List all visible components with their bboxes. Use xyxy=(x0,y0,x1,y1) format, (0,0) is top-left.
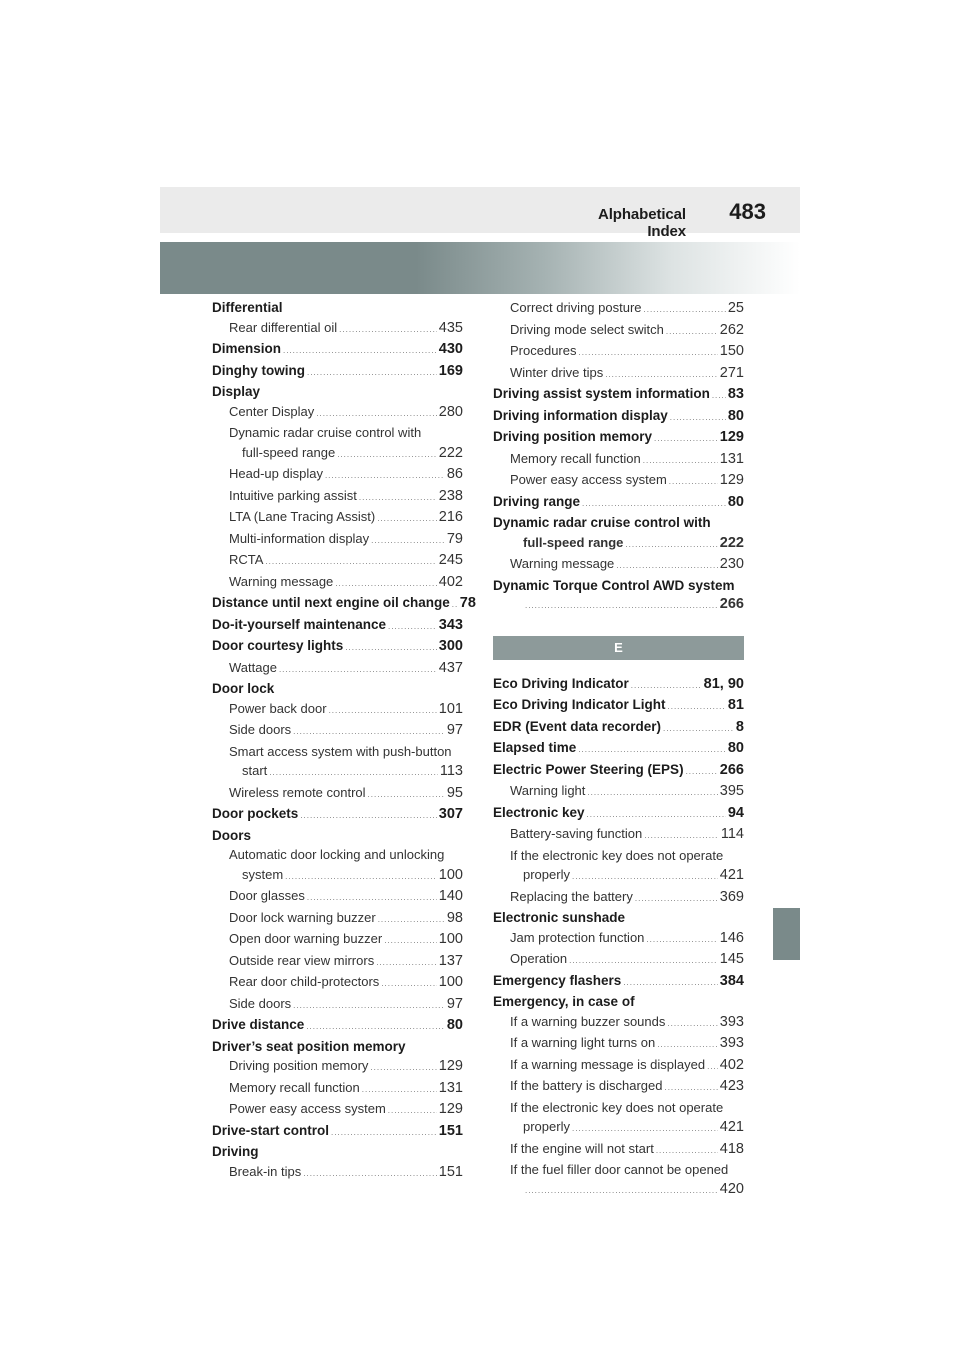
index-subentry xyxy=(493,1139,744,1161)
dot-leader xyxy=(381,974,437,994)
entry-text: Warning light xyxy=(510,783,586,798)
page-ref: 80 xyxy=(727,493,744,510)
index-subentry xyxy=(493,470,744,492)
entry-text: RCTA xyxy=(229,552,264,567)
entry-text: If a warning buzzer sounds xyxy=(510,1013,666,1029)
dot-leader xyxy=(668,697,726,717)
page-ref: 145 xyxy=(719,951,744,967)
dot-leader xyxy=(654,429,718,449)
index-subentry xyxy=(493,1012,744,1034)
page-ref: 271 xyxy=(719,364,744,381)
dot-leader xyxy=(525,596,718,616)
index-subentry xyxy=(212,1162,463,1184)
entry-text: If a warning message is displayed xyxy=(510,1056,706,1072)
entry-text: Wattage xyxy=(229,659,277,675)
index-entry xyxy=(493,595,744,616)
index-subentry xyxy=(212,464,463,486)
page-ref: 101 xyxy=(438,700,463,717)
index-heading: Differential xyxy=(212,300,283,315)
chapter-tab xyxy=(773,908,800,960)
entry-text: Rear differential oil xyxy=(229,319,338,335)
dot-leader xyxy=(359,488,437,508)
index-subentry xyxy=(212,783,463,805)
entry-text: Memory recall function xyxy=(510,450,641,466)
page-ref: 129 xyxy=(438,1101,463,1117)
index-subentry xyxy=(212,699,463,721)
entry-text: Multi-information display xyxy=(229,530,370,546)
dot-leader xyxy=(371,531,445,551)
page-number: 483 xyxy=(729,199,766,224)
index-subentry xyxy=(493,449,744,471)
dot-leader xyxy=(339,320,437,340)
page-ref: 395 xyxy=(719,783,744,799)
dot-leader xyxy=(265,552,436,572)
index-subentry xyxy=(493,1117,744,1139)
dot-leader xyxy=(669,472,718,492)
index-entry xyxy=(212,615,463,637)
index-entry xyxy=(493,533,744,555)
index-entry xyxy=(493,695,744,717)
index-subentry xyxy=(493,363,744,385)
entry-text: Replacing the battery xyxy=(510,888,633,904)
index-subentry xyxy=(493,1055,744,1077)
index-entry xyxy=(212,593,476,615)
page-ref: 97 xyxy=(446,995,463,1012)
index-column-right xyxy=(493,298,744,1200)
index-entry xyxy=(212,339,463,361)
dot-leader xyxy=(335,574,437,594)
entry-text: Driving position memory xyxy=(493,429,653,444)
index-subentry xyxy=(493,298,744,320)
page-ref: 80 xyxy=(727,407,744,424)
entry-text: Correct driving posture xyxy=(510,300,642,315)
index-subentry-text: Automatic door locking and unlocking xyxy=(229,847,445,862)
entry-text: Intuitive parking assist xyxy=(229,487,357,503)
page-ref: 146 xyxy=(719,929,744,946)
entry-text: Jam protection function xyxy=(510,929,645,945)
dot-leader xyxy=(279,660,437,680)
page-ref: 98 xyxy=(446,909,463,926)
index-subentry xyxy=(212,507,463,529)
index-subentry xyxy=(212,886,463,908)
page-ref: 222 xyxy=(438,444,463,461)
dot-leader xyxy=(325,466,445,486)
entry-text: Driving range xyxy=(493,493,581,509)
entry-text: Rear door child-protectors xyxy=(229,974,380,989)
index-entry xyxy=(493,971,744,993)
index-subentry xyxy=(212,865,463,887)
entry-text: full-speed range xyxy=(242,444,336,460)
index-entry xyxy=(212,361,463,383)
entry-text: Power easy access system xyxy=(510,472,667,487)
page-ref: 25 xyxy=(727,300,744,316)
dot-leader xyxy=(337,445,437,465)
dot-leader xyxy=(666,322,718,342)
page-ref: 435 xyxy=(438,319,463,336)
index-subentry-text: If the electronic key does not operate xyxy=(510,847,724,863)
index-subentry xyxy=(212,402,463,424)
index-subentry xyxy=(212,572,463,594)
page-ref: 95 xyxy=(446,784,463,801)
dot-leader xyxy=(623,973,717,993)
dot-leader xyxy=(578,343,717,363)
entry-text: Memory recall function xyxy=(229,1079,360,1095)
dot-leader xyxy=(384,931,437,951)
entry-text: system xyxy=(242,866,284,882)
index-subentry-text: If the fuel filler door cannot be opened xyxy=(510,1162,729,1177)
dot-leader xyxy=(388,617,437,637)
index-heading: Display xyxy=(212,384,261,399)
index-subentry xyxy=(493,781,744,803)
entry-text: If the battery is discharged xyxy=(510,1078,663,1093)
entry-text: Drive-start control xyxy=(212,1122,330,1138)
page-ref: 113 xyxy=(439,763,463,779)
index-subentry-text: If the electronic key does not operate xyxy=(510,1099,724,1115)
index-subentry xyxy=(493,1076,744,1098)
entry-text: Power back door xyxy=(229,700,327,716)
dot-leader xyxy=(377,509,437,529)
entry-text: Operation xyxy=(510,951,568,966)
entry-text: Do-it-yourself maintenance xyxy=(212,616,387,632)
entry-text: Electric Power Steering (EPS) xyxy=(493,761,684,777)
dot-leader xyxy=(572,867,718,887)
page-ref: 418 xyxy=(719,1140,744,1157)
index-heading: Doors xyxy=(212,827,252,843)
index-entry xyxy=(493,406,744,428)
entry-text: Wireless remote control xyxy=(229,784,366,800)
dot-leader xyxy=(345,638,437,658)
dot-leader xyxy=(616,556,718,576)
index-subentry xyxy=(493,1033,744,1055)
index-subentry xyxy=(493,320,744,342)
index-heading: Electronic sunshade xyxy=(493,910,626,925)
page-ref: 80 xyxy=(727,740,744,756)
dot-leader xyxy=(587,783,717,803)
page-ref: 300 xyxy=(438,638,463,654)
entry-text: Dinghy towing xyxy=(212,362,305,378)
dot-leader xyxy=(663,719,734,739)
index-subentry xyxy=(212,972,463,994)
dot-leader xyxy=(578,740,726,760)
page-ref: 151 xyxy=(438,1163,463,1180)
index-entry xyxy=(493,427,744,449)
dot-leader xyxy=(378,910,445,930)
section-title: Alphabetical Index xyxy=(598,206,686,240)
page-ref: 100 xyxy=(438,931,463,947)
entry-text: Driving assist system information xyxy=(493,386,710,401)
index-heading: Door lock xyxy=(212,681,275,696)
page-ref: 114 xyxy=(720,826,744,842)
dot-leader xyxy=(293,722,445,742)
index-subentry xyxy=(212,529,463,551)
page-ref: 137 xyxy=(438,952,463,969)
page-ref: 245 xyxy=(438,552,463,568)
index-heading: Dynamic Torque Control AWD system xyxy=(493,577,735,593)
dot-leader xyxy=(269,763,438,783)
index-subentry xyxy=(212,550,463,572)
entry-text: Outside rear view mirrors xyxy=(229,952,375,968)
entry-text: Electronic key xyxy=(493,804,585,820)
page-ref: 437 xyxy=(438,659,463,676)
page-ref: 131 xyxy=(438,1079,463,1096)
page-ref: 266 xyxy=(719,596,744,612)
index-subentry xyxy=(493,824,744,846)
page-ref: 83 xyxy=(727,386,744,402)
entry-text: Drive distance xyxy=(212,1017,305,1032)
entry-text: Procedures xyxy=(510,343,577,358)
page-ref: 402 xyxy=(719,1056,744,1073)
dot-leader xyxy=(686,762,718,782)
page-ref: 393 xyxy=(719,1013,744,1030)
entry-text: Open door warning buzzer xyxy=(229,931,383,946)
page-ref: 307 xyxy=(438,806,463,822)
entry-text: Elapsed time xyxy=(493,740,577,755)
index-subentry xyxy=(493,928,744,950)
index-entry xyxy=(212,1015,463,1037)
dot-leader xyxy=(664,1078,717,1098)
index-entry xyxy=(493,674,744,696)
dot-leader xyxy=(362,1080,437,1100)
index-subentry xyxy=(212,1099,463,1121)
page-ref: 343 xyxy=(438,616,463,633)
page-ref: 216 xyxy=(438,509,463,525)
index-subentry xyxy=(212,1078,463,1100)
entry-text: Driving information display xyxy=(493,407,668,423)
dot-leader xyxy=(707,1057,718,1077)
dot-leader xyxy=(368,785,445,805)
dot-leader xyxy=(307,363,437,383)
page-ref: 81 xyxy=(727,697,744,713)
entry-text: LTA (Lane Tracing Assist) xyxy=(229,509,376,524)
page-ref: 262 xyxy=(719,321,744,338)
dot-leader xyxy=(525,1181,718,1201)
dot-leader xyxy=(635,889,718,909)
index-entry xyxy=(212,1121,463,1143)
index-entry xyxy=(493,760,744,782)
index-subentry xyxy=(493,949,744,971)
entry-text: Warning message xyxy=(510,556,615,571)
page-ref: 79 xyxy=(446,530,463,547)
index-heading: Emergency, in case of xyxy=(493,994,635,1009)
dot-leader xyxy=(572,1119,718,1139)
dot-leader xyxy=(605,365,718,385)
entry-text: Door courtesy lights xyxy=(212,638,344,653)
entry-text: Center Display xyxy=(229,403,315,419)
dot-leader xyxy=(587,805,726,825)
page-ref: 86 xyxy=(446,466,463,482)
index-subentry xyxy=(212,720,463,742)
page-ref: 402 xyxy=(438,573,463,590)
dot-leader xyxy=(452,595,458,615)
index-entry xyxy=(212,636,463,658)
index-subentry xyxy=(212,929,463,951)
index-subentry xyxy=(493,887,744,909)
entry-text: Distance until next engine oil change xyxy=(212,595,450,610)
page-ref: 129 xyxy=(719,429,744,445)
entry-text: If the engine will not start xyxy=(510,1140,654,1156)
section-letter-bar: E xyxy=(493,636,744,660)
entry-text: properly xyxy=(523,867,570,882)
page-ref: 230 xyxy=(719,556,744,572)
page-ref: 150 xyxy=(719,343,744,359)
page-ref: 100 xyxy=(438,974,463,990)
dot-leader xyxy=(376,953,437,973)
page-ref: 423 xyxy=(719,1078,744,1094)
index-subentry xyxy=(493,341,744,363)
page-ref: 131 xyxy=(719,450,744,467)
entry-text: Driving mode select switch xyxy=(510,321,664,337)
index-subentry xyxy=(212,443,463,465)
dot-leader xyxy=(285,867,437,887)
dot-leader xyxy=(569,951,718,971)
dot-leader xyxy=(667,1014,717,1034)
dot-leader xyxy=(331,1123,437,1143)
page-ref: 420 xyxy=(719,1180,744,1197)
page-ref: 80 xyxy=(446,1017,463,1033)
page-ref: 8 xyxy=(735,718,744,735)
entry-text: Winter drive tips xyxy=(510,364,604,380)
index-entry xyxy=(493,738,744,760)
index-subentry xyxy=(212,486,463,508)
dot-leader xyxy=(582,494,726,514)
page-ref: 280 xyxy=(438,403,463,420)
dot-leader xyxy=(643,451,718,471)
page-ref: 421 xyxy=(719,1119,744,1135)
dot-leader xyxy=(303,1164,437,1184)
page-ref: 94 xyxy=(727,804,744,821)
header-banner xyxy=(160,242,800,294)
index-subentry xyxy=(212,318,463,340)
page-ref: 140 xyxy=(438,888,463,904)
dot-leader xyxy=(293,996,445,1016)
index-subentry xyxy=(212,908,463,930)
dot-leader xyxy=(306,1017,445,1037)
page-ref: 129 xyxy=(438,1058,463,1074)
index-entry xyxy=(493,384,744,406)
page-ref: 78 xyxy=(459,595,476,611)
dot-leader xyxy=(656,1141,718,1161)
entry-text: Door lock warning buzzer xyxy=(229,909,376,925)
dot-leader xyxy=(300,806,437,826)
entry-text: Eco Driving Indicator Light xyxy=(493,697,666,712)
dot-leader xyxy=(712,386,726,406)
dot-leader xyxy=(644,300,726,320)
index-column-left xyxy=(212,298,476,1183)
index-heading: Driver’s seat position memory xyxy=(212,1038,406,1054)
page-ref: 238 xyxy=(438,487,463,504)
entry-text: Power easy access system xyxy=(229,1101,386,1116)
page-ref: 169 xyxy=(438,362,463,379)
dot-leader xyxy=(631,676,702,696)
dot-leader xyxy=(329,701,437,721)
page-ref: 81, 90 xyxy=(703,675,744,692)
page-ref: 151 xyxy=(438,1122,463,1139)
page-ref: 266 xyxy=(719,761,744,778)
page-ref: 421 xyxy=(719,867,744,883)
entry-text: properly xyxy=(523,1119,570,1134)
dot-leader xyxy=(644,826,719,846)
index-entry xyxy=(212,804,463,826)
entry-text: Emergency flashers xyxy=(493,972,622,988)
entry-text: Battery-saving function xyxy=(510,826,643,841)
dot-leader xyxy=(283,341,437,361)
entry-text: full-speed range xyxy=(523,534,624,550)
index-entry xyxy=(493,803,744,825)
index-subentry xyxy=(212,994,463,1016)
entry-text: Door pockets xyxy=(212,806,299,821)
entry-text: Driving position memory xyxy=(229,1058,369,1073)
page-ref: 222 xyxy=(719,534,744,551)
page-ref: 97 xyxy=(446,722,463,738)
dot-leader xyxy=(670,408,726,428)
page-ref: 384 xyxy=(719,972,744,989)
entry-text: Door glasses xyxy=(229,888,305,903)
dot-leader xyxy=(307,888,437,908)
index-entry xyxy=(493,717,744,739)
index-subentry xyxy=(212,951,463,973)
page-ref: 393 xyxy=(719,1035,744,1051)
page-ref: 100 xyxy=(438,866,463,883)
index-entry xyxy=(493,492,744,514)
entry-text: Dimension xyxy=(212,341,282,356)
entry-text: EDR (Event data recorder) xyxy=(493,718,662,734)
index-heading: Dynamic radar cruise control with xyxy=(493,515,711,530)
index-heading: Driving xyxy=(212,1144,259,1159)
index-subentry xyxy=(212,761,463,783)
index-subentry xyxy=(212,658,463,680)
index-subentry-text: Dynamic radar cruise control with xyxy=(229,425,422,440)
index-subentry xyxy=(212,1056,463,1078)
entry-text: Side doors xyxy=(229,722,292,737)
entry-text: start xyxy=(242,763,268,778)
index-subentry xyxy=(493,1180,744,1201)
page-ref: 430 xyxy=(438,341,463,357)
entry-text: Break-in tips xyxy=(229,1163,302,1179)
entry-text: If a warning light turns on xyxy=(510,1035,656,1050)
entry-text: Warning message xyxy=(229,573,334,589)
index-subentry xyxy=(493,554,744,576)
entry-text: Eco Driving Indicator xyxy=(493,675,629,691)
page-ref: 369 xyxy=(719,888,744,905)
dot-leader xyxy=(646,930,717,950)
index-subentry-text: Smart access system with push-button xyxy=(229,743,452,759)
dot-leader xyxy=(388,1101,437,1121)
dot-leader xyxy=(316,404,437,424)
dot-leader xyxy=(370,1058,436,1078)
dot-leader xyxy=(625,535,717,555)
index-subentry xyxy=(493,865,744,887)
page-ref: 129 xyxy=(719,472,744,488)
entry-text: Head-up display xyxy=(229,466,323,481)
dot-leader xyxy=(657,1035,718,1055)
entry-text: Side doors xyxy=(229,995,292,1011)
